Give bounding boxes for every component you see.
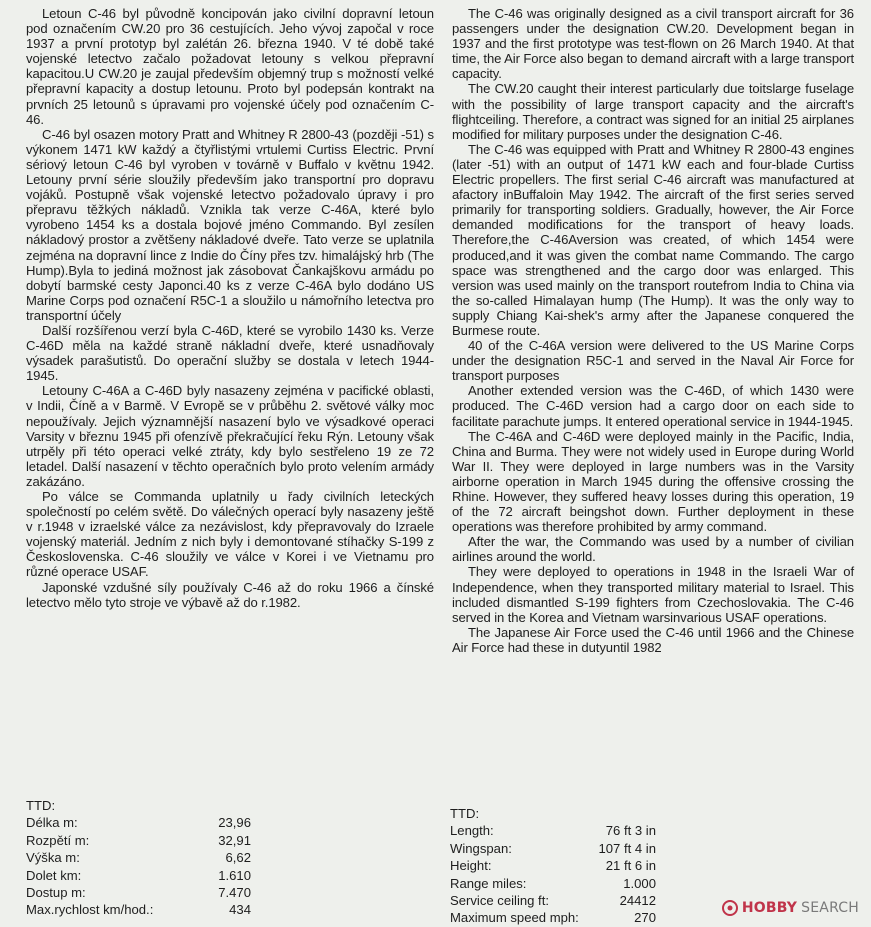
spec-value: 1.610 — [218, 867, 251, 883]
english-paragraph: The C-46 was equipped with Pratt and Whitney R 2800-43 engines (later -51) with an output of 1471 kW each and four-blade Curtiss Electric propellers. The first serial C-46 aircraft was manufactured at afactory inBuffaloin May 1942. The aircraft of the first series served primarily for transporting soldiers. Gradually, however, the Air Force demanded modifications for the transport of heavy loads. Therefore,the C-46Aversion was created, of which 1454 were produced,and it was given the combat name Commando. The cargo space was strengthened and the cargo door was enlarged. This version was used mainly on the transport routefrom India to China via the so-called Himalayan hump (The Hump). It was the only way to supply Chiang Kai-shek's army after the Japanese conquered the Burmese route. — [452, 141, 854, 338]
spec-label: Maximum speed mph: — [450, 910, 579, 926]
spec-value: 21 ft 6 in — [605, 858, 656, 874]
specs-title: TTD: — [26, 798, 56, 813]
spec-row — [26, 814, 251, 831]
czech-paragraph: Japonské vzdušné síly používaly C-46 až do roku 1966 a čínské letectvo mělo tyto stroje ve výbavě až do r.1982. — [26, 579, 434, 610]
spec-row — [450, 909, 656, 926]
spec-value: 23,96 — [218, 815, 251, 831]
czech-paragraph: Letouny C-46A a C-46D byly nasazeny zejména v pacifické oblasti, v Indii, Číně a v Barmě. V Evropě se v průběhu 2. světové války moc nepoužívaly. Jejich významnější nasazení bylo ve výsadkové operaci Varsity v březnu 1945 při ofenzívě překračující řeku Rýn. Letouny však utrpěly při této operaci velké ztráty, kdy bylo sestřeleno 19 ze 72 letadel. Další nasazení v těchto operačních bylo proto velením armády zakázáno. — [26, 383, 434, 489]
spec-row — [26, 832, 251, 849]
spec-label: Výška m: — [26, 850, 80, 866]
spec-value: 24412 — [619, 893, 656, 909]
spec-label: Dostup m: — [26, 885, 86, 901]
spec-row — [26, 849, 251, 866]
spec-row — [450, 892, 656, 909]
english-paragraph: After the war, the Commando was used by a number of civilian airlines around the world. — [452, 534, 854, 565]
spec-label: Délka m: — [26, 815, 78, 831]
spec-value: 6,62 — [225, 850, 251, 866]
spec-value: 107 ft 4 in — [598, 840, 656, 856]
czech-text-column — [26, 6, 434, 610]
spec-value: 434 — [229, 902, 251, 918]
english-text-column — [452, 6, 854, 655]
specs-title: TTD: — [450, 806, 480, 821]
spec-value: 1.000 — [623, 875, 656, 891]
spec-row — [26, 884, 251, 901]
spec-row — [26, 867, 251, 884]
spec-label: Dolet km: — [26, 867, 82, 883]
watermark-brand: HOBBY — [741, 900, 798, 916]
english-paragraph: 40 of the C-46A version were delivered to the US Marine Corps under the designation R5C-1 and served in the Naval Air Force for transport purposes — [452, 338, 854, 384]
english-paragraph: They were deployed to operations in 1948 in the Israeli War of Independence, when they transported military material to Israel. This included dismantled S-199 fighters from Czechoslovakia. The C-46 served in the Korea and Vietnam warsinvarious USAF operations. — [452, 564, 854, 625]
czech-paragraph: Letoun C-46 byl původně koncipován jako civilní dopravní letoun pod označením CW.20 pro 36 cestujících. Jeho vývoj započal v roce 1937 a první prototyp byl zalétán 26. března 1940. V té době také vojenské letectvo začalo požadovat letouny s velkou přepravní kapacitou.U CW.20 je zaujal především objemný trup s možností velké přepravní kapacity a dostup letounu. Proto byl podepsán kontrakt na prvních 25 letounů s úpravami pro vojenské účely pod označením C-46. — [26, 6, 434, 127]
spec-row — [450, 840, 656, 857]
english-paragraph: The CW.20 caught their interest particularly due toitslarge fuselage with the possibility of large transport capacity and the aircraft's flightceiling. Therefore, a contract was signed for an initial 25 airplanes modified for military purposes under the designation C-46. — [452, 81, 854, 142]
watermark-suffix: SEARCH — [801, 900, 859, 916]
czech-paragraph: Další rozšířenou verzí byla C-46D, které se vyrobilo 1430 ks. Verze C-46D měla na každé straně nákladní dveře, které usnadňovaly výsadek parašutistů. Do operační služby se dostala v letech 1944-1945. — [26, 322, 434, 384]
english-paragraph: The C-46 was originally designed as a civil transport aircraft for 36 passengers under the designation CW.20. Development began in 1937 and the first prototype was test-flown on 26 March 1940. At that time, the Air Force also began to demand aircraft with a large transport capacity. — [452, 6, 854, 82]
hobby-search-watermark — [722, 900, 859, 916]
spec-label: Wingspan: — [450, 840, 512, 856]
english-paragraph: Another extended version was the C-46D, of which 1430 were produced. The C-46D version had a cargo door on each side to facilitate parachute jumps. It entered operational service in 1944-1945. — [452, 383, 854, 429]
spec-label: Range miles: — [450, 875, 527, 891]
spec-label: Rozpětí m: — [26, 832, 90, 848]
spec-row — [450, 857, 656, 874]
english-specs-table — [450, 805, 656, 927]
english-paragraph: The Japanese Air Force used the C-46 until 1966 and the Chinese Air Force had these in dutyuntil 1982 — [452, 624, 854, 655]
spec-label: Service ceiling ft: — [450, 893, 549, 909]
spec-row — [450, 875, 656, 892]
spec-value: 32,91 — [218, 832, 251, 848]
spec-value: 7.470 — [218, 885, 251, 901]
hobby-search-logo-icon — [722, 900, 738, 916]
czech-paragraph: Po válce se Commanda uplatnily u řady civilních leteckých společností po celém světě. Do válečných operací byly nasazeny ještě v r.1948 v izraelské válce za nezávislost, kdy přepravovaly do Izraele vojenský materiál. Jedním z nich byly i demontované stíhačky S-199 z Československa. C-46 sloužily ve válce v Korei i ve Vietnamu pro různé operace USAF. — [26, 489, 434, 580]
czech-paragraph: C-46 byl osazen motory Pratt and Whitney R 2800-43 (později -51) s výkonem 1471 kW každý a čtyřlistými vrtulemi Curtiss Electric. První sériový letoun C-46 byl vyroben v továrně v Buffalo v květnu 1942. Letouny první série sloužily především jako transportní pro dopravu vojáků. Postupně však vojenské letectvo požadovalo úpravy i pro přepravu těžkých nákladů. Vznikla tak verze C-46A, které bylo vyrobeno 1454 ks a dostala bojové jméno Commando. Byl zesílen nákladový prostor a zvětšeny nákladové dveře. Tato verze se uplatnila zejména na dopravní lince z Indie do Číny přes tzv. himalájský hrb (The Hump).Byla to jediná možnost jak zásobovat Čankajškovu armádu po dobytí barmské cesty Japonci.40 ks z verze C-46A bylo dodáno US Marine Corps pod označení R5C-1 a sloužilo u námořního letectva pro transportní účely — [26, 126, 434, 323]
spec-value: 270 — [634, 910, 656, 926]
english-paragraph: The C-46A and C-46D were deployed mainly in the Pacific, India, China and Burma. They were not widely used in Europe during World War II. They were deployed in large numbers was in the Varsity airborne operation in March 1945 during the offensive crossing the Rhine. However, they suffered heavy losses during this operation, 19 of the 72 aircraft beingshot down. Further deployment in these operations was therefore prohibited by army command. — [452, 428, 854, 535]
spec-label: Max.rychlost km/hod.: — [26, 902, 154, 918]
spec-value: 76 ft 3 in — [605, 823, 656, 839]
spec-row — [26, 901, 251, 918]
spec-label: Height: — [450, 858, 492, 874]
spec-label: Length: — [450, 823, 494, 839]
czech-specs-table — [26, 797, 251, 919]
spec-row — [450, 822, 656, 839]
